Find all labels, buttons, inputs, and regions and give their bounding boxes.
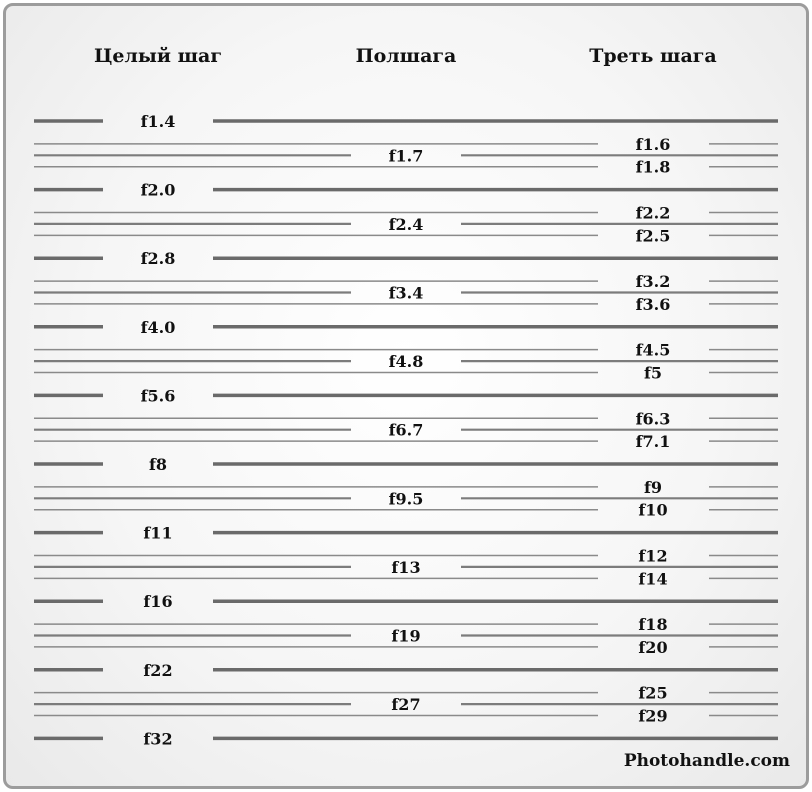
third-stop-label: f5 — [643, 363, 663, 383]
full-stop-label: f22 — [143, 660, 173, 680]
third-stop-label: f1.8 — [635, 157, 671, 177]
full-stop-label: f8 — [148, 455, 168, 474]
third-stop-label: f14 — [638, 569, 668, 589]
third-stop-label: f4.5 — [635, 340, 671, 360]
half-stop-label: f4.8 — [388, 352, 424, 372]
half-stop-label: f13 — [391, 557, 421, 577]
third-stop-label: f25 — [638, 683, 668, 703]
full-stop-label: f2.8 — [140, 249, 176, 269]
third-stop-label: f1.6 — [635, 134, 671, 154]
third-stop-label: f18 — [638, 615, 668, 635]
full-stop-label: f5.6 — [140, 386, 176, 406]
third-stop-label: f3.2 — [635, 272, 671, 292]
half-stop-label: f19 — [391, 626, 421, 646]
full-stop-label: f32 — [143, 729, 173, 749]
third-stop-label: f29 — [638, 706, 668, 726]
third-stop-label: f6.3 — [635, 409, 671, 429]
full-stop-label: f16 — [143, 592, 173, 612]
header-full-stop: Целый шаг — [94, 45, 222, 67]
third-stop-label: f3.6 — [635, 294, 671, 314]
third-stop-label: f2.5 — [635, 226, 671, 246]
half-stop-label: f9.5 — [388, 489, 424, 509]
third-stop-label: f9 — [643, 477, 663, 497]
full-stop-label: f2.0 — [140, 180, 176, 200]
half-stop-label: f3.4 — [388, 283, 424, 303]
full-stop-label: f1.4 — [140, 112, 176, 131]
third-stop-label: f2.2 — [635, 203, 671, 223]
header-half-stop: Полшага — [355, 45, 457, 67]
full-stop-label: f11 — [143, 523, 173, 543]
half-stop-label: f1.7 — [388, 146, 424, 166]
half-stop-label: f27 — [391, 695, 421, 715]
half-stop-label: f6.7 — [388, 420, 424, 440]
full-stop-label: f4.0 — [140, 317, 176, 337]
third-stop-label: f7.1 — [635, 432, 671, 452]
half-stop-label: f2.4 — [388, 214, 424, 234]
third-stop-label: f20 — [638, 637, 668, 657]
header-third-stop: Треть шага — [589, 45, 717, 67]
third-stop-label: f12 — [638, 546, 668, 566]
third-stop-label: f10 — [638, 500, 668, 520]
credit-text: Photohandle.com — [623, 751, 790, 771]
